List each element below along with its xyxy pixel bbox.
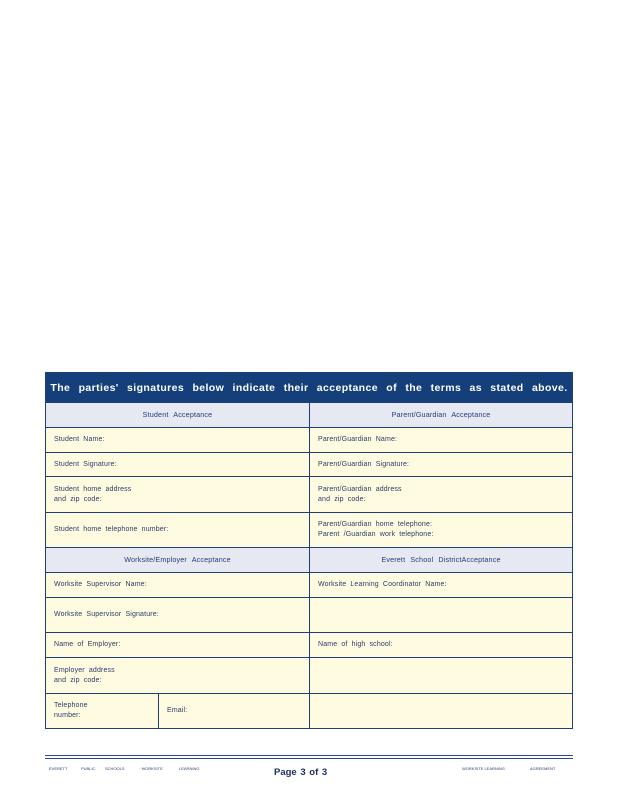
parent-address-label-line1: Parent/Guardian address xyxy=(318,485,402,493)
footer-left-text: · WORKSITE xyxy=(139,766,163,771)
worksite-acceptance-heading: Worksite/Employer Acceptance xyxy=(46,548,309,572)
parent-signature-field[interactable] xyxy=(309,453,572,476)
form-row xyxy=(46,572,572,597)
page-number: Page 3 of 3 xyxy=(274,767,328,778)
footer-left-text: SCHOOLS xyxy=(105,766,125,771)
supervisor-signature-field[interactable] xyxy=(46,598,309,632)
telephone-label-line1: Telephone xyxy=(54,702,88,709)
high-school-label: Name of high school: xyxy=(318,641,393,648)
district-blank-field[interactable] xyxy=(309,598,572,632)
student-parent-section-header xyxy=(46,402,572,427)
student-signature-label: Student Signature: xyxy=(54,460,117,468)
parent-name-label: Parent/Guardian Name: xyxy=(318,436,398,443)
form-row xyxy=(46,657,572,693)
telephone-field[interactable] xyxy=(46,694,159,728)
form-row xyxy=(46,693,572,728)
parent-home-phone-label: Parent/Guardian home telephone: xyxy=(318,521,433,528)
high-school-field[interactable] xyxy=(309,633,572,657)
district-blank-field-3[interactable] xyxy=(309,694,572,728)
supervisor-name-field[interactable] xyxy=(46,573,309,597)
telephone-label-line2: number: xyxy=(54,712,81,719)
student-name-field[interactable] xyxy=(46,428,309,452)
parent-work-phone-label: Parent /Guardian work telephone: xyxy=(318,531,434,538)
student-address-field[interactable] xyxy=(46,477,309,512)
employer-name-label: Name of Employer: xyxy=(54,641,121,648)
supervisor-signature-label: Worksite Supervisor Signature: xyxy=(54,611,159,618)
employer-address-label-line1: Employer address xyxy=(54,666,115,674)
form-row xyxy=(46,597,572,632)
supervisor-name-label: Worksite Supervisor Name: xyxy=(54,581,147,588)
email-field[interactable] xyxy=(159,694,309,728)
form-row xyxy=(46,476,572,512)
student-name-label: Student Name: xyxy=(54,436,105,443)
parent-phone-field[interactable] xyxy=(309,513,572,547)
student-phone-field[interactable] xyxy=(46,513,309,547)
student-signature-field[interactable] xyxy=(46,453,309,476)
employer-name-field[interactable] xyxy=(46,633,309,657)
coordinator-name-label: Worksite Learning Coordinator Name: xyxy=(318,581,447,588)
footer-left-text: LEARNING xyxy=(179,766,200,771)
page-footer xyxy=(45,755,573,779)
student-address-label-line1: Student home address xyxy=(54,485,132,493)
footer-left-text: PUBLIC xyxy=(81,766,96,771)
student-address-label-line2: and zip code: xyxy=(54,495,102,503)
parent-name-field[interactable] xyxy=(309,428,572,452)
parent-address-field[interactable] xyxy=(309,477,572,512)
form-row xyxy=(46,512,572,547)
student-phone-label: Student home telephone number: xyxy=(54,526,169,533)
footer-right-text: AGREEMENT xyxy=(530,766,556,771)
coordinator-name-field[interactable] xyxy=(309,573,572,597)
parent-signature-label: Parent/Guardian Signature: xyxy=(318,460,410,468)
footer-left-text: EVERETT xyxy=(49,766,68,771)
employer-address-label-line2: and zip code: xyxy=(54,676,102,684)
form-row xyxy=(46,452,572,476)
district-acceptance-heading: Everett School DistrictAcceptance xyxy=(309,548,572,572)
telephone-email-cell xyxy=(46,694,309,728)
acceptance-signature-form xyxy=(45,372,573,729)
footer-rule xyxy=(45,755,573,756)
parent-address-label-line2: and zip code: xyxy=(318,495,366,503)
worksite-district-section-header xyxy=(46,547,572,572)
form-row xyxy=(46,632,572,657)
employer-address-field[interactable] xyxy=(46,658,309,693)
student-acceptance-heading: Student Acceptance xyxy=(46,403,309,427)
footer-right-text: WORKSITE LEARNING xyxy=(462,766,505,771)
parent-acceptance-heading: Parent/Guardian Acceptance xyxy=(309,403,572,427)
email-label: Email: xyxy=(167,707,188,714)
form-title: The parties' signatures below indicate their acceptance of the terms as stated above. xyxy=(46,373,572,402)
district-blank-field-2[interactable] xyxy=(309,658,572,693)
form-row xyxy=(46,427,572,452)
